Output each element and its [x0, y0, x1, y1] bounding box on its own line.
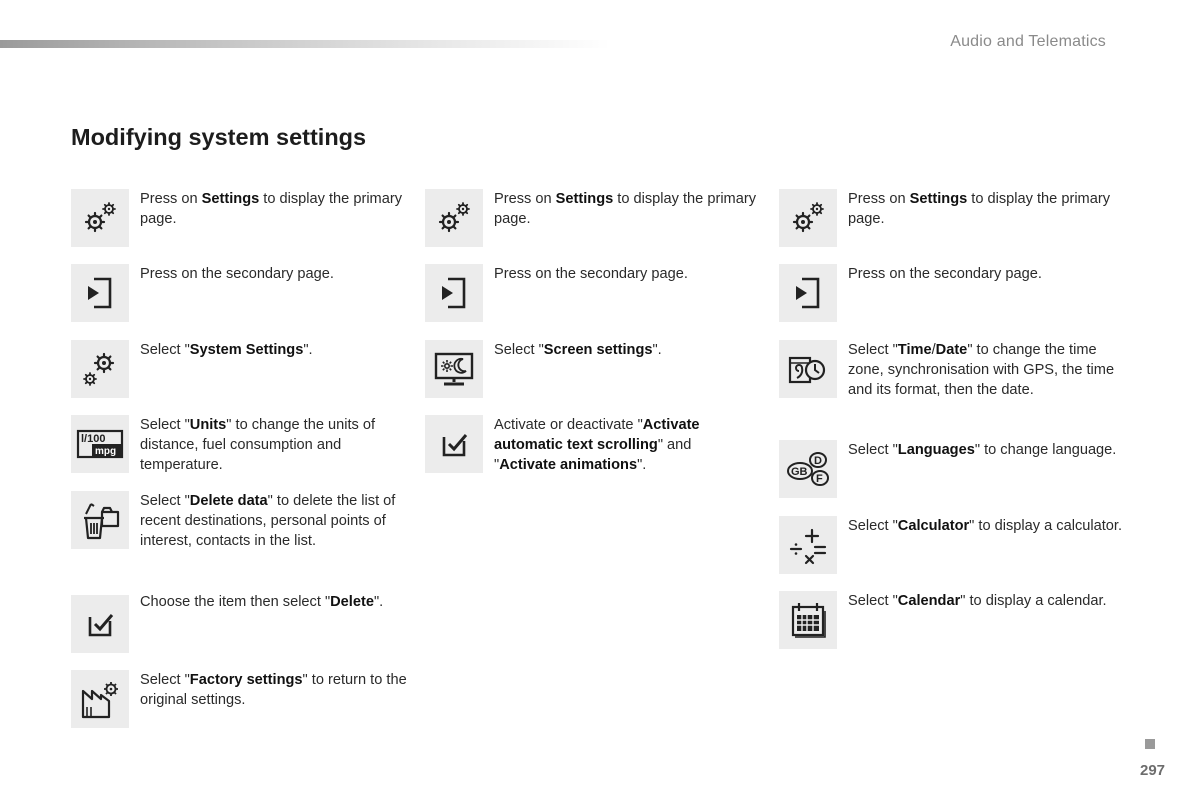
step-text [848, 591, 1123, 611]
step-activate-options [425, 415, 765, 475]
delete-data-icon[interactable] [71, 491, 129, 549]
step-settings [425, 189, 765, 249]
step-text-run: ". [373, 594, 384, 610]
step-calculator [779, 516, 1122, 576]
step-text-bold: Factory settings [189, 672, 303, 688]
step-time-date [779, 340, 1119, 400]
step-text [494, 340, 769, 360]
step-text-run: Press on the secondary page. [848, 266, 1042, 282]
step-text-bold: Settings [555, 191, 614, 207]
step-factory-settings [71, 670, 411, 730]
step-text-run: Select " [140, 417, 190, 433]
page-title: Modifying system settings [71, 124, 367, 150]
step-screen-settings [425, 340, 765, 400]
secondary-page-icon[interactable] [71, 264, 129, 322]
step-text-bold: Delete data [189, 493, 268, 509]
step-text-run: to display the primary page. [848, 191, 1110, 227]
checkbox-icon[interactable] [71, 595, 129, 653]
step-text-run: Press on [494, 191, 556, 207]
step-text-run: Select " [140, 493, 190, 509]
step-languages [779, 440, 1119, 500]
step-text [140, 340, 415, 360]
system-settings-icon[interactable] [71, 340, 129, 398]
step-text-run: ". [303, 342, 313, 358]
settings-gear-icon[interactable] [779, 189, 837, 247]
factory-settings-icon[interactable] [71, 670, 129, 728]
step-text-run: " to change the units of distance, fuel consumption and temperature. [140, 417, 376, 473]
step-text-bold: Time [897, 342, 932, 358]
step-text-run: " to change language. [974, 442, 1117, 458]
secondary-page-icon[interactable] [425, 264, 483, 322]
step-text [140, 592, 430, 612]
step-text-run: " to return to the original settings. [140, 672, 407, 708]
step-settings [779, 189, 1119, 249]
step-text-bold: Calculator [897, 518, 970, 534]
step-text-bold: Calendar [897, 593, 961, 609]
calculator-icon[interactable] [779, 516, 837, 574]
step-text-run: Choose the item then select " [140, 594, 331, 610]
step-text-run: ". [652, 342, 662, 358]
step-text [494, 189, 769, 229]
languages-icon[interactable] [779, 440, 837, 498]
step-text-run: " to display a calendar. [960, 593, 1107, 609]
language-label-f: F [816, 473, 823, 485]
step-text-run: to display the primary page. [494, 191, 756, 227]
step-text-run: Select " [140, 342, 190, 358]
step-delete-item [71, 595, 411, 655]
step-text [494, 264, 769, 284]
step-text-bold: Units [189, 417, 227, 433]
step-secondary-page [425, 264, 765, 324]
step-system-settings [71, 340, 411, 400]
step-text-run: Select " [848, 518, 898, 534]
language-label-gb: GB [791, 466, 808, 478]
step-text-run: Press on the secondary page. [494, 266, 688, 282]
step-text-bold: Screen settings [543, 342, 653, 358]
step-text-bold: Delete [330, 594, 374, 610]
section-title: Audio and Telematics [950, 33, 1106, 50]
secondary-page-icon[interactable] [779, 264, 837, 322]
step-text-run: ". [637, 457, 647, 473]
step-text-run: " to delete the list of recent destinations, personal points of interest, contacts in the list. [140, 493, 396, 549]
step-text [848, 264, 1123, 284]
step-text [848, 340, 1123, 400]
settings-gear-icon[interactable] [425, 189, 483, 247]
step-text-bold: Activate animations [499, 457, 638, 473]
step-text-run: Press on [140, 191, 202, 207]
step-text [140, 670, 415, 710]
page-marker [1145, 739, 1155, 749]
step-secondary-page [779, 264, 1119, 324]
units-icon[interactable] [71, 415, 129, 473]
step-text-run: " to display a calculator. [969, 518, 1122, 534]
step-text-bold: Settings [201, 191, 260, 207]
step-text-run: / [931, 342, 936, 358]
language-label-d: D [814, 455, 822, 467]
step-delete-data [71, 491, 411, 551]
step-text-run: Select " [848, 593, 898, 609]
step-text [140, 415, 415, 475]
step-units [71, 415, 411, 475]
step-text [848, 189, 1123, 229]
units-icon-label-bottom: mpg [95, 446, 117, 457]
time-date-icon[interactable] [779, 340, 837, 398]
step-text-run: Select " [848, 342, 898, 358]
step-text-bold: System Settings [189, 342, 304, 358]
step-text [494, 415, 734, 475]
step-text-bold: Activate automatic text scrolling [494, 417, 700, 453]
step-text [848, 440, 1123, 460]
calendar-icon[interactable] [779, 591, 837, 649]
step-text-run: Press on the secondary page. [140, 266, 334, 282]
step-text-run: Press on [848, 191, 910, 207]
step-text-run: Select " [494, 342, 544, 358]
page-number: 297 [1140, 762, 1166, 779]
step-text-run: Select " [140, 672, 190, 688]
step-text-bold: Settings [909, 191, 968, 207]
step-text-run: to display the primary page. [140, 191, 402, 227]
step-text [848, 516, 1123, 536]
step-secondary-page [71, 264, 411, 324]
step-text-run: " to change the time zone, synchronisation with GPS, the time and its format, then the date. [848, 342, 1115, 398]
step-text-bold: Date [935, 342, 968, 358]
step-text-run: Select " [848, 442, 898, 458]
screen-settings-icon[interactable] [425, 340, 483, 398]
step-text [140, 189, 415, 229]
step-text [140, 264, 415, 284]
step-text-run: Activate or deactivate " [494, 417, 643, 433]
step-text-run: " and " [494, 437, 692, 473]
header-gradient-rule [0, 40, 610, 48]
step-text [140, 491, 415, 551]
step-text-bold: Languages [897, 442, 975, 458]
checkbox-icon[interactable] [425, 415, 483, 473]
units-icon-label-top: l/100 [81, 433, 106, 445]
step-calendar [779, 591, 1119, 651]
step-settings [71, 189, 411, 249]
settings-gear-icon[interactable] [71, 189, 129, 247]
